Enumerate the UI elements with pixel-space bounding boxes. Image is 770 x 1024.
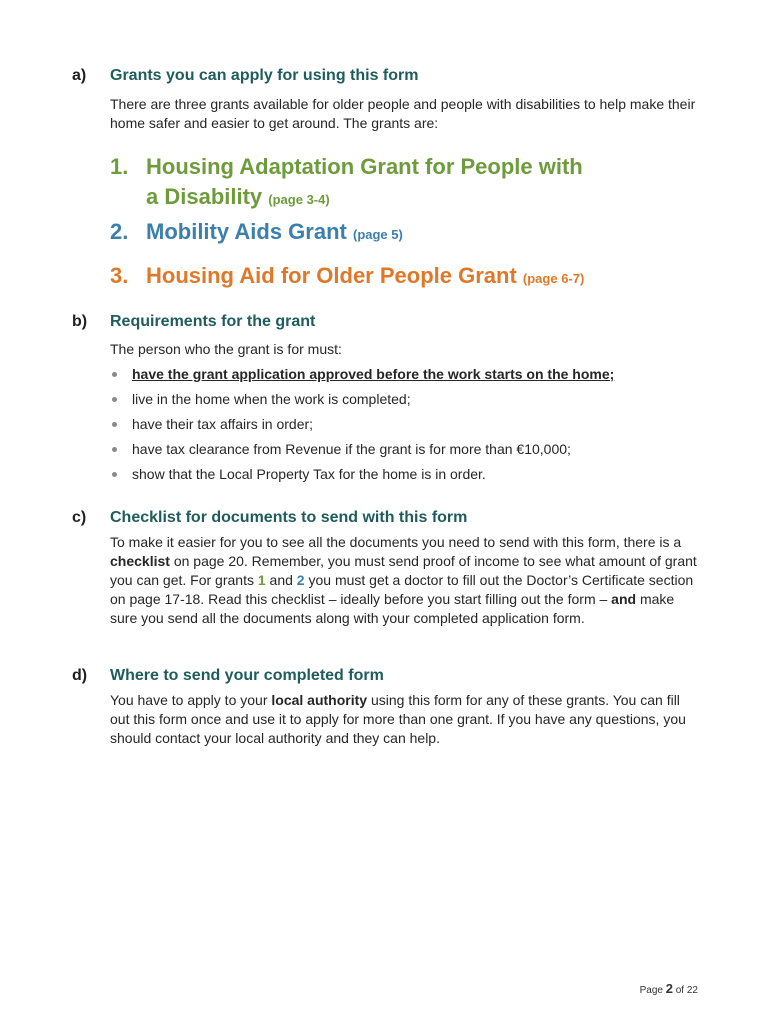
grant-item-1-continued [110,182,330,215]
paragraph-text: make sure you send all the documents along with your completed application form. [110,591,675,626]
list-item [110,362,710,387]
paragraph-text: using this form for any of these grants. You can fill out this form once and use it to apply for more than one grant. If you have any questions, you should contact your local authority and they can help. [110,692,686,746]
list-item-text: have their tax affairs in order; [132,416,314,432]
page-number: 2 [665,981,673,996]
list-item [110,387,710,412]
page-total: of 22 [672,985,698,996]
grant-title: Housing Aid for Older People Grant [146,263,517,288]
section-heading: Requirements for the grant [110,313,316,330]
bullet-icon [112,422,117,427]
paragraph-text: and [265,572,297,588]
grant-page-ref: (page 6-7) [522,271,585,286]
section-heading: Grants you can apply for using this form [110,67,419,84]
section-paragraph: There are three grants available for older people and people with disabilities to help make their home safer and easier to get around. The grants are: [110,96,696,131]
grant-ref-1: 1 [257,572,266,588]
list-item-text: have tax clearance from Revenue if the grant is for more than €10,000; [132,441,571,457]
list-item-text: live in the home when the work is completed; [132,391,411,407]
section-heading: Where to send your completed form [110,667,384,684]
local-authority-emphasis: local authority [271,692,368,708]
page-label: Page [639,985,666,996]
paragraph-text: To make it easier for you to see all the documents you need to send with this form, there is a [110,534,682,550]
paragraph-text: you must get a doctor to fill out the Doctor’s Certificate section on page 17-18. Read this checklist – ideally before you start filling out the form – [110,572,694,607]
grant-ref-2: 2 [296,572,305,588]
paragraph-text: on page 20. Remember, you must send proof of income to see what amount of grant you can get. For grants [110,553,697,588]
list-item-text: have the grant application approved before the work starts on the home; [132,366,615,382]
list-item [110,412,710,437]
page-footer [640,981,698,996]
bullet-icon [112,397,117,402]
grant-item-2 [110,217,403,250]
grant-title: Mobility Aids Grant [146,219,347,244]
and-emphasis: and [611,591,637,607]
grant-page-ref: (page 3-4) [268,192,330,207]
list-item-text: show that the Local Property Tax for the home is in order. [132,466,486,482]
grant-number: 3. [110,263,129,288]
bullet-icon [112,472,117,477]
checklist-emphasis: checklist [110,553,170,569]
bullet-icon [112,447,117,452]
list-item [110,437,710,462]
grant-item-3 [110,261,584,294]
grant-number: 2. [110,219,129,244]
grant-page-ref: (page 5) [352,227,403,242]
grant-title-line2: a Disability [146,184,263,209]
requirements-list [110,362,710,487]
section-heading: Checklist for documents to send with this form [110,509,468,526]
section-paragraph [110,691,700,748]
section-letter: a) [72,67,87,84]
bullet-icon [112,372,117,377]
list-item [110,462,710,487]
grant-item-1 [110,152,583,182]
section-letter: b) [72,313,88,330]
section-letter: d) [72,667,88,684]
grant-title-line1: Housing Adaptation Grant for People with [146,154,583,179]
section-letter: c) [72,509,87,526]
section-paragraph: The person who the grant is for must: [110,341,342,357]
section-paragraph [110,533,700,628]
paragraph-text: You have to apply to your [110,692,272,708]
grant-number: 1. [110,154,129,179]
